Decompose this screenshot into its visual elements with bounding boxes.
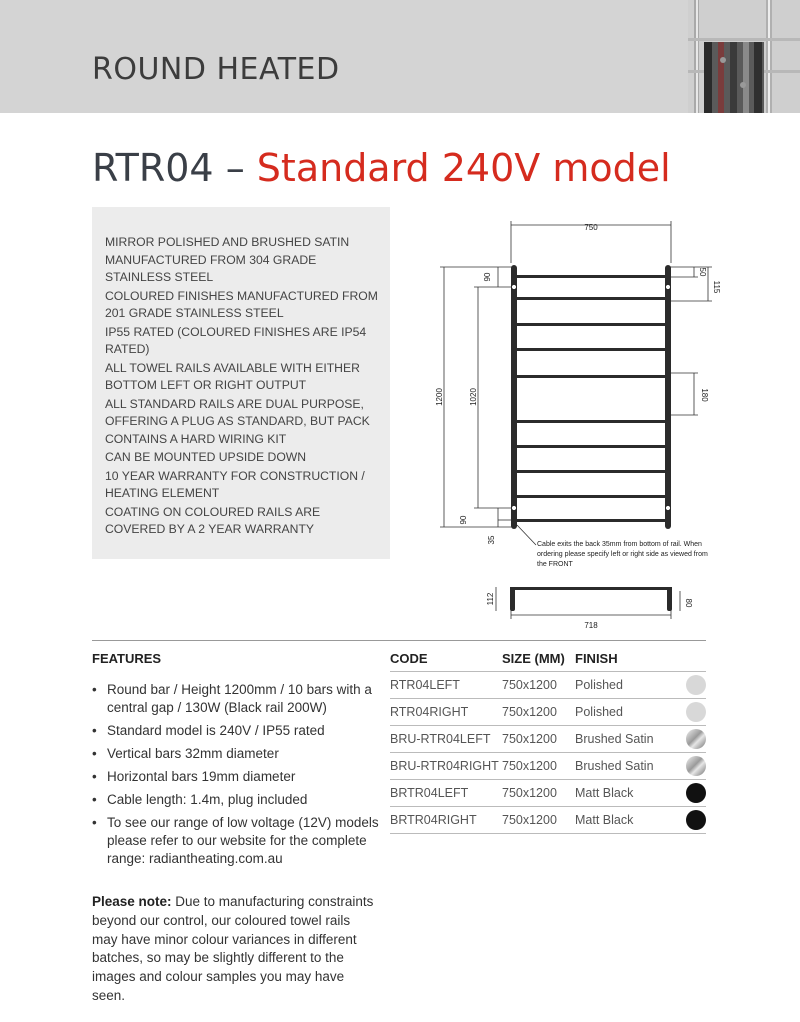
row-finish: Matt Black bbox=[575, 813, 634, 827]
spec-item: COATING ON COLOURED RAILS ARE COVERED BY A 2 YEAR WARRANTY bbox=[105, 504, 321, 536]
finish-swatch bbox=[686, 729, 706, 749]
model-subtitle: Standard 240V model bbox=[256, 146, 671, 190]
feature-item: • To see our range of low voltage (12V) models please refer to our website for the complete range: radiantheating.com.au bbox=[92, 814, 382, 868]
row-size: 750x1200 bbox=[502, 705, 557, 719]
features-heading: FEATURES bbox=[92, 651, 162, 666]
dim-height: 1200 bbox=[435, 388, 444, 406]
spec-item: IP55 RATED (COLOURED FINISHES ARE IP54 RATED) bbox=[105, 324, 367, 356]
row-finish: Brushed Satin bbox=[575, 759, 654, 773]
dimension-diagram bbox=[430, 215, 720, 635]
divider bbox=[92, 640, 706, 641]
spec-item: COLOURED FINISHES MANUFACTURED FROM 201 GRADE STAINLESS STEEL bbox=[105, 288, 378, 320]
col-header-code: CODE bbox=[390, 651, 428, 666]
product-table bbox=[390, 671, 706, 834]
col-header-finish: FINISH bbox=[575, 651, 618, 666]
dim-bottom-width: 718 bbox=[584, 621, 598, 630]
model-title bbox=[92, 146, 671, 190]
table-row bbox=[390, 671, 706, 698]
dim-bottom-offset: 90 bbox=[459, 515, 468, 525]
table-row bbox=[390, 779, 706, 806]
row-code: BRU-RTR04RIGHT bbox=[390, 759, 499, 773]
finish-swatch bbox=[686, 756, 706, 776]
model-code: RTR04 bbox=[92, 146, 214, 190]
table-row bbox=[390, 698, 706, 725]
table-row bbox=[390, 725, 706, 752]
row-finish: Polished bbox=[575, 678, 623, 692]
finish-swatch bbox=[686, 810, 706, 830]
title-dash: – bbox=[225, 146, 245, 190]
row-code: RTR04RIGHT bbox=[390, 705, 469, 719]
dim-gap: 180 bbox=[700, 388, 709, 402]
spec-item: ALL TOWEL RAILS AVAILABLE WITH EITHER BOTTOM LEFT OR RIGHT OUTPUT bbox=[105, 360, 360, 392]
note-text: Due to manufacturing constraints beyond our control, our coloured towel rails may have minor colour variances in different batches, so may be slightly different to the images and colour samples you may have seen. bbox=[92, 894, 374, 1003]
finish-swatch bbox=[686, 702, 706, 722]
dim-inner-height: 1020 bbox=[469, 388, 478, 406]
row-size: 750x1200 bbox=[502, 786, 557, 800]
dim-right-top2: 115 bbox=[712, 280, 721, 294]
finish-swatch bbox=[686, 675, 706, 695]
row-code: BRTR04LEFT bbox=[390, 786, 469, 800]
spec-item: CAN BE MOUNTED UPSIDE DOWN bbox=[105, 450, 307, 464]
table-row bbox=[390, 752, 706, 779]
row-size: 750x1200 bbox=[502, 813, 557, 827]
feature-item: • Standard model is 240V / IP55 rated bbox=[92, 722, 382, 740]
row-code: RTR04LEFT bbox=[390, 678, 460, 692]
dim-right-top: 50 bbox=[698, 267, 707, 277]
feature-item: • Vertical bars 32mm diameter bbox=[92, 745, 382, 763]
row-size: 750x1200 bbox=[502, 678, 557, 692]
feature-item: • Horizontal bars 19mm diameter bbox=[92, 768, 382, 786]
dim-depth-left: 112 bbox=[486, 592, 495, 606]
row-code: BRTR04RIGHT bbox=[390, 813, 477, 827]
row-size: 750x1200 bbox=[502, 732, 557, 746]
dim-width: 750 bbox=[584, 223, 598, 232]
please-note bbox=[92, 893, 374, 1006]
table-row bbox=[390, 806, 706, 834]
row-size: 750x1200 bbox=[502, 759, 557, 773]
cable-note: Cable exits the back 35mm from bottom of rail. When ordering please specify left or right side as viewed from the FRONT bbox=[537, 541, 708, 568]
feature-item: • Round bar / Height 1200mm / 10 bars with a central gap / 130W (Black rail 200W) bbox=[92, 681, 382, 717]
spec-item: ALL STANDARD RAILS ARE DUAL PURPOSE, OFFERING A PLUG AS STANDARD, BUT PACK CONTAINS A HARD WIRING KIT bbox=[105, 396, 370, 446]
spec-box bbox=[92, 207, 390, 559]
finish-swatch bbox=[686, 783, 706, 803]
spec-list bbox=[105, 234, 380, 540]
note-label: Please note: bbox=[92, 894, 172, 909]
dim-cable-offset: 35 bbox=[487, 535, 496, 545]
row-code: BRU-RTR04LEFT bbox=[390, 732, 491, 746]
dim-top-offset: 90 bbox=[483, 272, 492, 282]
header-banner bbox=[0, 0, 800, 113]
spec-item: 10 YEAR WARRANTY FOR CONSTRUCTION / HEATING ELEMENT bbox=[105, 468, 365, 500]
spec-item: MIRROR POLISHED AND BRUSHED SATIN MANUFACTURED FROM 304 GRADE STAINLESS STEEL bbox=[105, 235, 350, 284]
feature-item: • Cable length: 1.4m, plug included bbox=[92, 791, 382, 809]
section-title: ROUND HEATED bbox=[92, 52, 340, 87]
row-finish: Polished bbox=[575, 705, 623, 719]
dim-depth-right: 80 bbox=[684, 598, 693, 608]
product-photo bbox=[688, 0, 800, 113]
row-finish: Brushed Satin bbox=[575, 732, 654, 746]
features-list bbox=[92, 681, 382, 873]
col-header-size: SIZE (MM) bbox=[502, 651, 565, 666]
row-finish: Matt Black bbox=[575, 786, 634, 800]
